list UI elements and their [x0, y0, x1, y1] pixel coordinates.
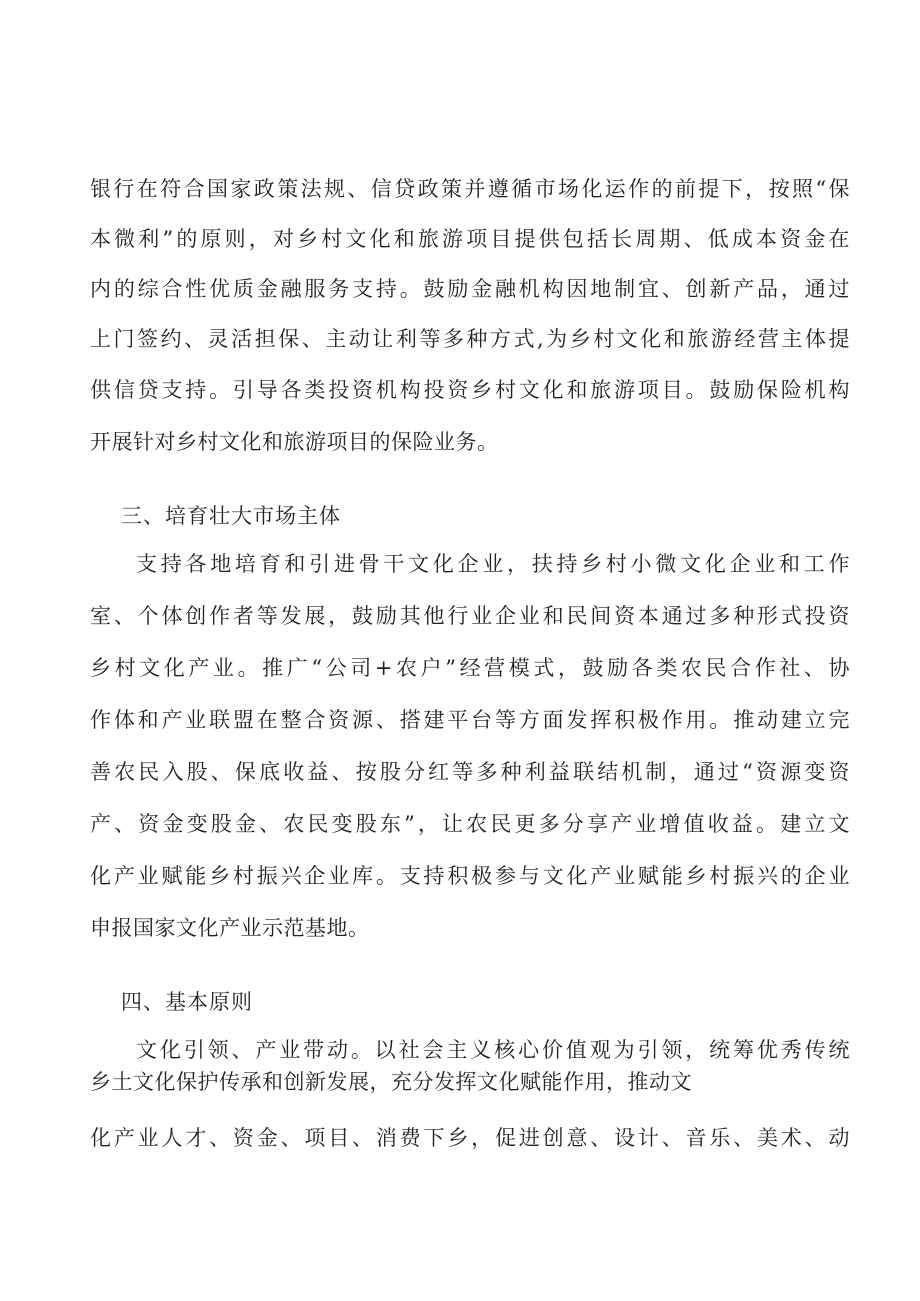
paragraph-line: 本微利”的原则，对乡村文化和旅游项目提供包括长周期、低成本资金在 [90, 227, 850, 251]
paragraph-line: 乡村文化产业。推广“公司+农户”经营模式，鼓励各类农民合作社、协 [90, 656, 850, 680]
section-heading: 三、培育壮大市场主体 [121, 504, 341, 528]
paragraph-line: 内的综合性优质金融服务支持。鼓励金融机构因地制宜、创新产品，通过 [90, 277, 850, 301]
paragraph-line: 化产业赋能乡村振兴企业库。支持积极参与文化产业赋能乡村振兴的企业 [90, 864, 850, 888]
paragraph-line: 室、个体创作者等发展，鼓励其他行业企业和民间资本通过多种形式投资 [90, 604, 850, 628]
paragraph-line: 化产业人才、资金、项目、消费下乡，促进创意、设计、音乐、美术、动 [90, 1126, 850, 1150]
paragraph-line: 供信贷支持。引导各类投资机构投资乡村文化和旅游项目。鼓励保险机构 [90, 378, 850, 402]
paragraph-line: 作体和产业联盟在整合资源、搭建平台等方面发挥积极作用。推动建立完 [90, 708, 850, 732]
paragraph-line: 上门签约、灵活担保、主动让利等多种方式,为乡村文化和旅游经营主体提 [90, 327, 850, 351]
paragraph-line: 文化引领、产业带动。以社会主义核心价值观为引领，统筹优秀传统 [136, 1038, 850, 1062]
paragraph-line: 开展针对乡村文化和旅游项目的保险业务。 [90, 430, 499, 454]
paragraph-line: 产、资金变股金、农民变股东”，让农民更多分享产业增值收益。建立文 [90, 812, 850, 836]
section-heading: 四、基本原则 [121, 990, 253, 1014]
paragraph-line: 乡土文化保护传承和创新发展，充分发挥文化赋能作用，推动文 [90, 1070, 692, 1094]
paragraph-line: 申报国家文化产业示范基地。 [90, 916, 370, 940]
paragraph-line: 支持各地培育和引进骨干文化企业，扶持乡村小微文化企业和工作 [136, 552, 850, 576]
paragraph-line: 银行在符合国家政策法规、信贷政策并遵循市场化运作的前提下，按照“保 [90, 177, 850, 201]
paragraph-line: 善农民入股、保底收益、按股分红等多种利益联结机制，通过“资源变资 [90, 760, 850, 784]
